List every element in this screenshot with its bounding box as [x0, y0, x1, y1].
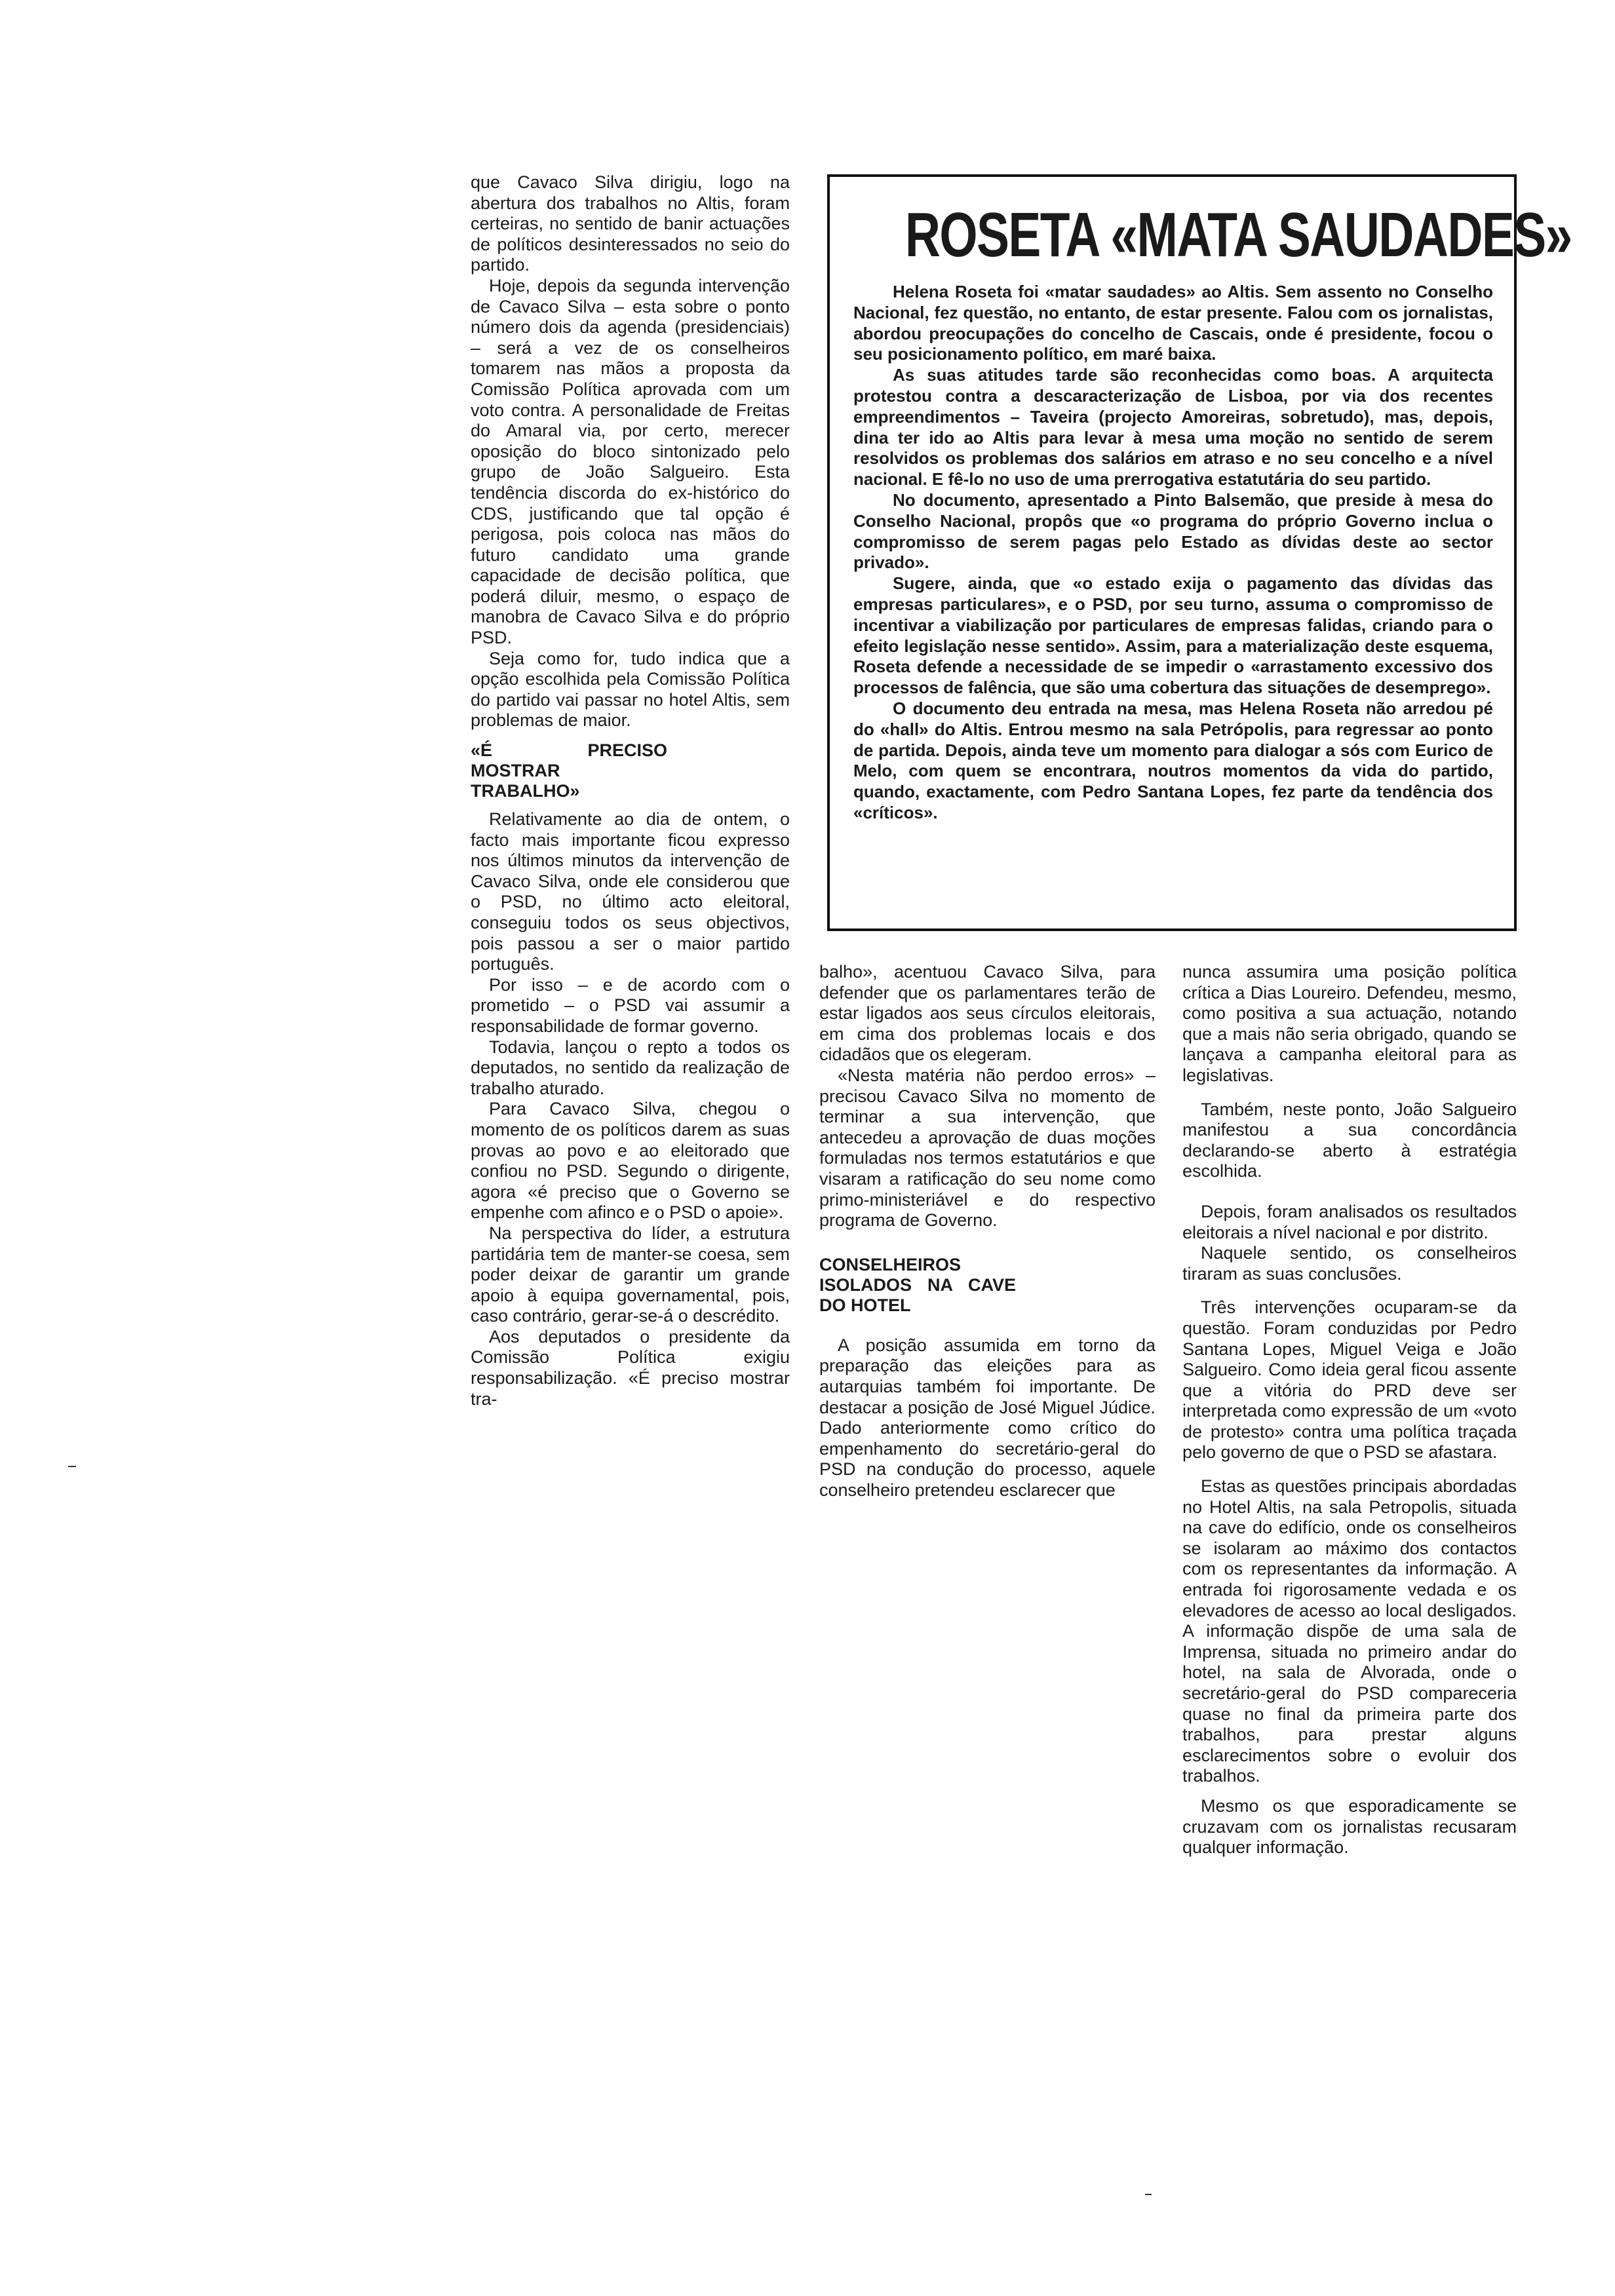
paragraph: Também, neste ponto, João Salgueiro manifestou a sua concordância declarando-se aberto à estratégia escolhida.: [1182, 1099, 1517, 1181]
paragraph: Naquele sentido, os conselheiros tiraram as suas conclusões.: [1182, 1243, 1517, 1284]
box-body: [853, 282, 1493, 824]
box-paragraph: No documento, apresentado a Pinto Balsemão, que preside à mesa do Conselho Nacional, propôs que «o programa do próprio Governo inclua o compromisso de serem pagas pelo Estado as dívidas deste ao sector privado».: [853, 489, 1493, 573]
paragraph: que Cavaco Silva dirigiu, logo na abertura dos trabalhos no Altis, foram certeiras, no sentido de banir actuações de políticos desinteressados no seio do partido.: [471, 172, 790, 275]
paragraph: Mesmo os que esporadicamente se cruzavam com os jornalistas recusaram qualquer informação.: [1182, 1795, 1517, 1858]
paragraph: Três intervenções ocuparam-se da questão. Foram conduzidas por Pedro Santana Lopes, Miguel Veiga e João Salgueiro. Como ideia geral ficou assente que a vitória do PRD deve ser interpretada como expressão de um «voto de protesto» contra uma política traçada pelo governo de que o PSD se afastara.: [1182, 1297, 1517, 1463]
box-paragraph: Sugere, ainda, que «o estado exija o pagamento das dívidas das empresas particulares», e o PSD, por seu turno, assuma o compromisso de incentivar a viabilização por particulares de empresas falidas, criando para o efeito legislação nesse sentido». Assim, para a materialização deste esquema, Roseta defende a necessidade de se impedir o «arrastamento excessivo dos processos de falência, que são uma cobertura das situações de desemprego».: [853, 573, 1493, 698]
article-column-1: [471, 172, 790, 1409]
paragraph: Para Cavaco Silva, chegou o momento de os políticos darem as suas provas ao povo e ao eleitorado que confiou no PSD. Segundo o dirigente, agora «é preciso que o Governo se empenhe com afinco e o PSD o apoie».: [471, 1099, 790, 1223]
scan-mark: [68, 1466, 76, 1467]
scan-mark: [1145, 2194, 1152, 2195]
paragraph: Todavia, lançou o repto a todos os deputados, no sentido da realização de trabalho aturado.: [471, 1037, 790, 1098]
paragraph: Seja como for, tudo indica que a opção escolhida pela Comissão Política do partido vai passar no hotel Altis, sem problemas de maior.: [471, 648, 790, 731]
subheading-conselheiros-isolados: CONSELHEIROS ISOLADOS NA CAVE DO HOTEL: [819, 1254, 1016, 1315]
paragraph: Por isso – e de acordo com o prometido – o PSD vai assumir a responsabilidade de formar governo.: [471, 974, 790, 1036]
box-paragraph: Helena Roseta foi «matar saudades» ao Altis. Sem assento no Conselho Nacional, fez questão, no entanto, de estar presente. Falou com os jornalistas, abordou preocupações do concelho de Cascais, onde é presidente, focou o seu posicionamento político, em maré baixa.: [853, 282, 1493, 364]
subheading-mostrar-trabalho: «É PRECISO MOSTRAR TRABALHO»: [471, 740, 667, 801]
paragraph: balho», acentuou Cavaco Silva, para defender que os parlamentares terão de estar ligados aos seus círculos eleitorais, em cima dos problemas locais e dos cidadãos que os elegeram.: [819, 962, 1156, 1065]
article-column-2: [819, 962, 1156, 1501]
article-column-3: [1182, 962, 1517, 1858]
paragraph: A posição assumida em torno da preparação das eleições para as autarquias também foi importante. De destacar a posição de José Miguel Júdice. Dado anteriormente como crítico do empenhamento do secretário-geral do PSD na condução do processo, aquele conselheiro pretendeu esclarecer que: [819, 1335, 1156, 1500]
sidebar-box-roseta: [827, 174, 1572, 931]
paragraph: Depois, foram analisados os resultados eleitorais a nível nacional e por distrito.: [1182, 1201, 1517, 1242]
paragraph: nunca assumira uma posição política crítica a Dias Loureiro. Defendeu, mesmo, como positiva a sua actuação, notando que a mais não seria obrigado, quando se lançava a campanha eleitoral para as legislativas.: [1182, 962, 1517, 1085]
paragraph: Hoje, depois da segunda intervenção de Cavaco Silva – esta sobre o ponto número dois da agenda (presidenciais) – será a vez de os conselheiros tomarem nas mãos a proposta da Comissão Política aprovada com um voto contra. A personalidade de Freitas do Amaral via, por certo, merecer oposição do bloco sintonizado pelo grupo de João Salgueiro. Esta tendência discorda do ex-histórico do CDS, justificando que tal opção é perigosa, pois coloca nas mãos do futuro candidato uma grande capacidade de decisão política, que poderá diluir, mesmo, o espaço de manobra de Cavaco Silva e do próprio PSD.: [471, 275, 790, 648]
paragraph: Na perspectiva do líder, a estrutura partidária tem de manter-se coesa, sem poder deixar de garantir um grande apoio à equipa governamental, pois, caso contrário, gerar-se-á o descrédito.: [471, 1223, 790, 1326]
paragraph: Relativamente ao dia de ontem, o facto mais importante ficou expresso nos últimos minutos da intervenção de Cavaco Silva, onde ele considerou que o PSD, no último acto eleitoral, conseguiu todos os seus objectivos, pois passou a ser o maior partido português.: [471, 809, 790, 974]
box-headline: ROSETA «MATA SAUDADES»: [905, 200, 1572, 270]
box-paragraph: As suas atitudes tarde são reconhecidas como boas. A arquitecta protestou contra a descaracterização de Lisboa, por via dos recentes empreendimentos – Taveira (projecto Amoreiras, sobretudo), mas, depois, dina ter ido ao Altis para levar à mesa uma moção no sentido de serem resolvidos os problemas dos salários em atraso e no seu concelho e a nível nacional. E fê-lo no uso de uma prerrogativa estatutária do seu partido.: [853, 365, 1493, 489]
box-paragraph: O documento deu entrada na mesa, mas Helena Roseta não arredou pé do «hall» do Altis. Entrou mesmo na sala Petrópolis, para regressar ao ponto de partida. Depois, ainda teve um momento para dialogar a sós com Eurico de Melo, com quem se encontrara, noutros momentos da vida do partido, quando, exactamente, com Pedro Santana Lopes, fez parte da tendência dos «críticos».: [853, 698, 1493, 822]
paragraph: Estas as questões principais abordadas no Hotel Altis, na sala Petropolis, situada na cave do edifício, onde os conselheiros se isolaram ao máximo dos contactos com os representantes da informação. A entrada foi rigorosamente vedada e os elevadores de acesso ao local desligados. A informação dispõe de uma sala de Imprensa, situada no primeiro andar do hotel, na sala de Alvorada, onde o secretário-geral do PSD compareceria quase no final da primeira parte dos trabalhos, para prestar alguns esclarecimentos sobre o evoluir dos trabalhos.: [1182, 1476, 1517, 1786]
paragraph: Aos deputados o presidente da Comissão Política exigiu responsabilização. «É preciso mostrar tra-: [471, 1326, 790, 1409]
paragraph: «Nesta matéria não perdoo erros» – precisou Cavaco Silva no momento de terminar a sua intervenção, que antecedeu a aprovação de duas moções formuladas nos termos estatutários e que visaram a ratificação do seu nome como primo-ministeriável e do respectivo programa de Governo.: [819, 1065, 1156, 1231]
